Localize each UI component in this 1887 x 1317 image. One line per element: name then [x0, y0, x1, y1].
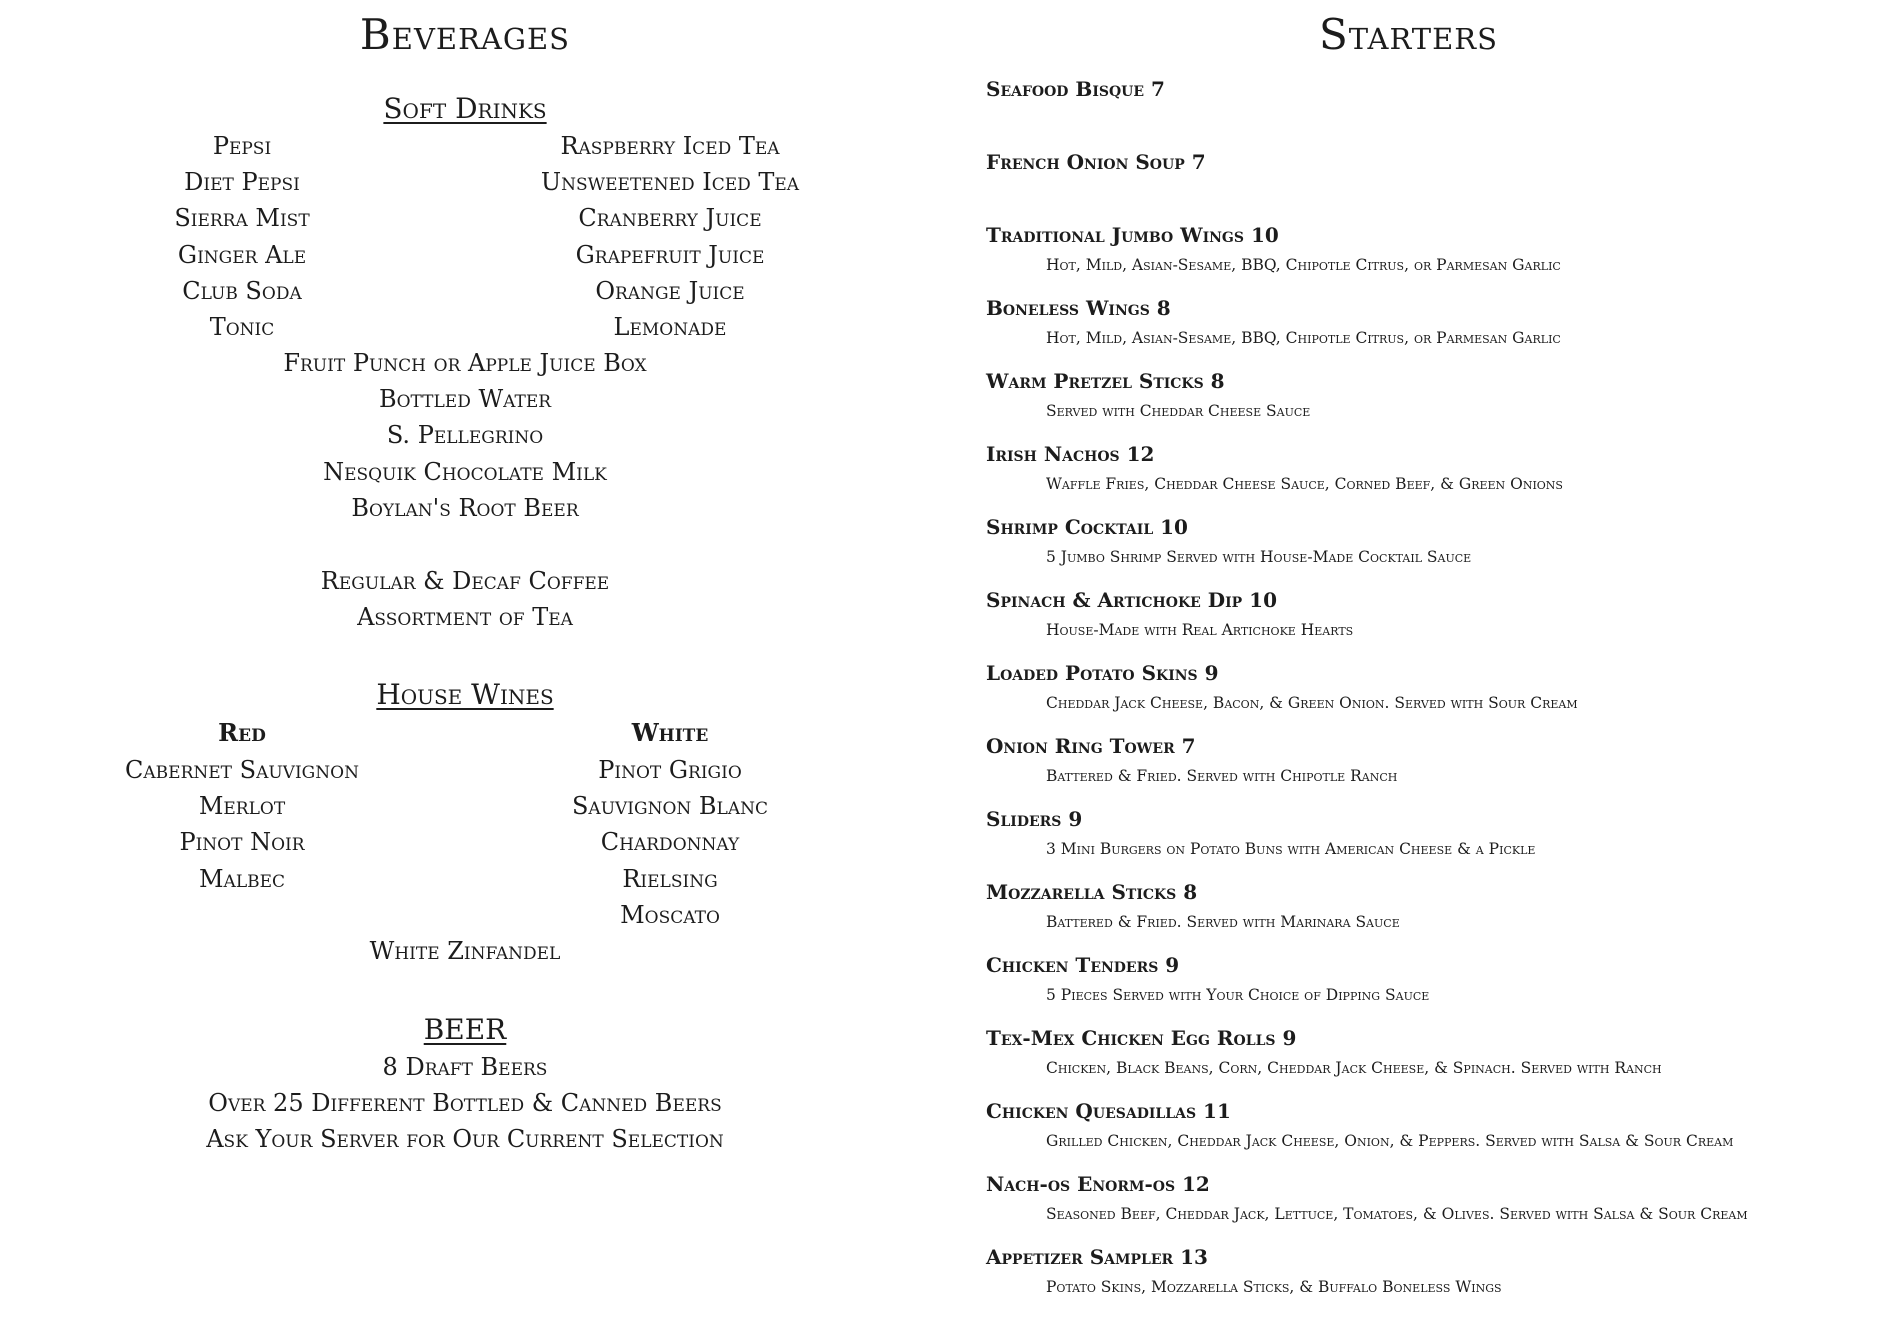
list-item: Sierra Mist [174, 204, 310, 233]
starter-name: Traditional Jumbo Wings 10 [986, 223, 1279, 247]
starter-name: Loaded Potato Skins 9 [986, 661, 1219, 685]
list-item: Raspberry Iced Tea [560, 132, 780, 160]
list-item: Unsweetened Iced Tea [540, 168, 800, 197]
list-item: 8 Draft Beers [382, 1053, 548, 1081]
starter-description: Served with Cheddar Cheese Sauce [1046, 402, 1311, 420]
starter-name: Mozzarella Sticks 8 [986, 880, 1198, 904]
starter-name: Seafood Bisque 7 [986, 77, 1165, 101]
list-item: Tonic [209, 312, 275, 341]
soft-drinks-heading: Soft Drinks [383, 92, 547, 125]
list-item: Cranberry Juice [578, 204, 762, 233]
starter-item [986, 368, 1748, 441]
list-item: Grapefruit Juice [575, 240, 765, 269]
starter-item [986, 222, 1748, 295]
list-item: Ginger Ale [177, 240, 307, 269]
starter-description: Cheddar Jack Cheese, Bacon, & Green Onion. Served with Sour Cream [1046, 694, 1578, 712]
list-item: Moscato [620, 900, 720, 929]
starter-item [986, 587, 1748, 660]
starter-description: Battered & Fried. Served with Marinara Sauce [1046, 913, 1400, 931]
starter-description: Grilled Chicken, Cheddar Jack Cheese, Onion, & Peppers. Served with Salsa & Sour Cream [1046, 1132, 1734, 1150]
list-item: Bottled Water [378, 385, 552, 414]
soft-drinks-center-list [0, 345, 930, 526]
hot-drinks-list [0, 563, 930, 635]
list-item: Ask Your Server for Our Current Selection [206, 1125, 724, 1154]
starter-description: 5 Jumbo Shrimp Served with House-Made Cocktail Sauce [1046, 548, 1472, 566]
starters-list [986, 76, 1748, 1317]
starter-name: Warm Pretzel Sticks 8 [986, 369, 1225, 393]
starter-name: Sliders 9 [986, 807, 1083, 831]
list-item: Pinot Noir [179, 828, 305, 857]
white-wine-list [520, 752, 820, 933]
starter-description: Chicken, Black Beans, Corn, Cheddar Jack Cheese, & Spinach. Served with Ranch [1046, 1059, 1662, 1077]
starter-item [986, 1171, 1748, 1244]
starter-item [986, 1025, 1748, 1098]
starter-item [986, 952, 1748, 1025]
starter-item [986, 806, 1748, 879]
starter-description: 3 Mini Burgers on Potato Buns with American Cheese & a Pickle [1046, 840, 1536, 858]
starter-item [986, 1098, 1748, 1171]
starter-item [986, 295, 1748, 368]
list-item: Assortment of Tea [357, 603, 573, 632]
starter-name: Onion Ring Tower 7 [986, 734, 1196, 758]
starter-name: Nach-os Enorm-os 12 [986, 1172, 1210, 1196]
list-item: Pepsi [212, 132, 272, 160]
house-wines-heading: House Wines [376, 678, 554, 711]
starter-name: Shrimp Cocktail 10 [986, 515, 1188, 539]
starter-item [986, 879, 1748, 952]
starter-description: Battered & Fried. Served with Chipotle Ranch [1046, 767, 1398, 785]
starter-name: Irish Nachos 12 [986, 442, 1155, 466]
starter-description: Hot, Mild, Asian-Sesame, BBQ, Chipotle Citrus, or Parmesan Garlic [1046, 329, 1561, 347]
beer-heading: BEER [423, 1013, 507, 1046]
red-wine-list [102, 752, 382, 897]
list-item: Over 25 Different Bottled & Canned Beers [208, 1089, 722, 1118]
starters-page [930, 0, 1887, 1296]
beverages-page [0, 0, 930, 1275]
starter-name: Boneless Wings 8 [986, 296, 1171, 320]
list-item: White Zinfandel [369, 937, 561, 965]
list-item: Boylan's Root Beer [351, 493, 579, 522]
white-wine-heading: White [631, 718, 709, 747]
starter-name: Appetizer Sampler 13 [986, 1245, 1208, 1269]
beverages-title: Beverages [359, 10, 571, 59]
list-item: Lemonade [613, 312, 727, 341]
list-item: Rielsing [622, 864, 718, 893]
starter-description: House-Made with Real Artichoke Hearts [1046, 621, 1354, 639]
list-item: Fruit Punch or Apple Juice Box [283, 349, 647, 377]
starter-description: Potato Skins, Mozzarella Sticks, & Buffalo Boneless Wings [1046, 1278, 1502, 1296]
beer-list [0, 1049, 930, 1158]
starter-item [986, 441, 1748, 514]
soft-drinks-right-list [520, 128, 820, 345]
starter-description: Seasoned Beef, Cheddar Jack, Lettuce, Tomatoes, & Olives. Served with Salsa & Sour Cream [1046, 1205, 1748, 1223]
starter-name: Chicken Quesadillas 11 [986, 1099, 1231, 1123]
starter-item [986, 733, 1748, 806]
list-item: Malbec [198, 864, 286, 893]
list-item: Chardonnay [600, 828, 740, 857]
list-item: Regular & Decaf Coffee [320, 567, 610, 595]
starter-description: Hot, Mild, Asian-Sesame, BBQ, Chipotle Citrus, or Parmesan Garlic [1046, 256, 1561, 274]
soft-drinks-left-list [142, 128, 342, 345]
starter-description: 5 Pieces Served with Your Choice of Dipping Sauce [1046, 986, 1430, 1004]
list-item: Diet Pepsi [184, 168, 300, 197]
list-item: Merlot [198, 792, 286, 821]
list-item: S. Pellegrino [386, 421, 544, 450]
starter-name: Chicken Tenders 9 [986, 953, 1180, 977]
list-item: Cabernet Sauvignon [125, 756, 359, 784]
white-zinfandel-line [0, 933, 930, 969]
starter-name: Tex-Mex Chicken Egg Rolls 9 [986, 1026, 1297, 1050]
starter-item [986, 76, 1748, 149]
starter-item [986, 1244, 1748, 1317]
starter-item [986, 514, 1748, 587]
list-item: Club Soda [182, 276, 302, 305]
starter-item [986, 149, 1748, 222]
list-item: Sauvignon Blanc [571, 792, 769, 821]
starters-title: Starters [1318, 10, 1498, 59]
list-item: Nesquik Chocolate Milk [323, 457, 607, 486]
starter-item [986, 660, 1748, 733]
starter-description: Waffle Fries, Cheddar Cheese Sauce, Corned Beef, & Green Onions [1046, 475, 1563, 493]
list-item: Orange Juice [595, 276, 745, 305]
starter-name: French Onion Soup 7 [986, 150, 1206, 174]
starter-name: Spinach & Artichoke Dip 10 [986, 588, 1277, 612]
red-wine-heading: Red [218, 718, 266, 747]
list-item: Pinot Grigio [598, 756, 742, 784]
